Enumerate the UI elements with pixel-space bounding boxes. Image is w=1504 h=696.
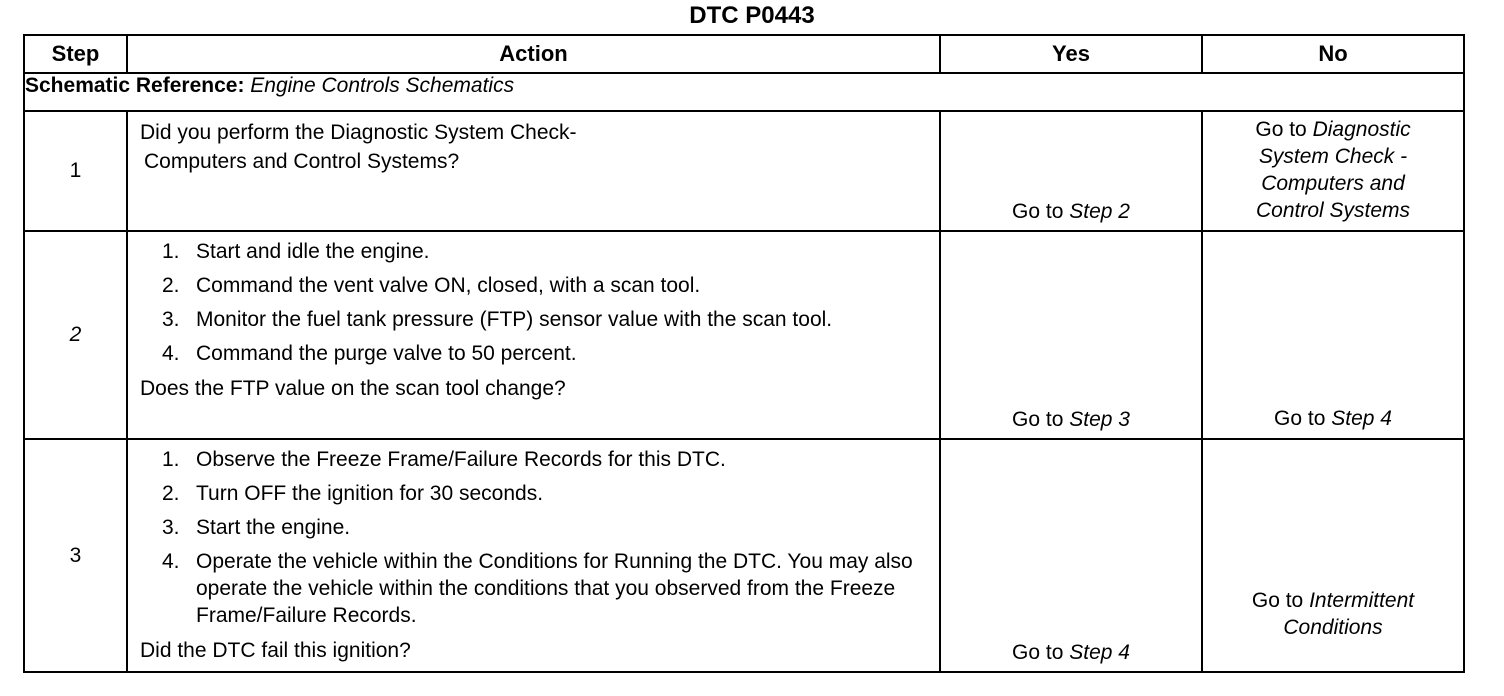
list-item: 2. Turn OFF the ignition for 30 seconds. [162, 482, 544, 505]
goto-link[interactable]: Step 2 [1069, 200, 1130, 223]
header-no: No [1202, 35, 1464, 73]
no-cell [1202, 111, 1464, 231]
action-cell [127, 111, 940, 231]
goto-link[interactable]: Intermittent [1309, 589, 1415, 612]
goto-prefix: Go to [1012, 408, 1064, 431]
list-item: 4. Command the purge valve to 50 percent. [162, 342, 577, 365]
step-number: 3 [24, 439, 127, 672]
header-yes: Yes [940, 35, 1202, 73]
header-action: Action [127, 35, 940, 73]
goto-prefix: Go to [1012, 200, 1064, 223]
question-text: Does the FTP value on the scan tool change? [140, 377, 566, 400]
yes-cell [940, 439, 1202, 672]
goto-link[interactable]: Step 4 [1331, 407, 1392, 430]
list-item: 3. Monitor the fuel tank pressure (FTP) sensor value with the scan tool. [162, 308, 833, 331]
list-item: 3. Start the engine. [162, 516, 351, 539]
schematic-reference-value: Engine Controls Schematics [250, 74, 515, 97]
question-text: Computers and Control Systems? [144, 150, 460, 173]
header-row [24, 35, 1464, 73]
schematic-reference-label: Schematic Reference: [25, 74, 245, 97]
goto-link[interactable]: Conditions [1283, 616, 1383, 639]
action-cell [127, 439, 940, 672]
table-row [24, 439, 1464, 672]
yes-cell [940, 111, 1202, 231]
goto-link[interactable]: Control Systems [1255, 199, 1411, 222]
list-item: 1. Start and idle the engine. [162, 240, 430, 263]
schematic-reference-row [24, 73, 1464, 111]
yes-cell [940, 231, 1202, 439]
step-number: 2 [24, 231, 127, 439]
goto-prefix: Go to [1012, 641, 1064, 664]
list-item: 1. Observe the Freeze Frame/Failure Records for this DTC. [162, 448, 726, 471]
list-item: 4. Operate the vehicle within the Conditions for Running the DTC. You may also operate the vehicle within the conditions that you observed from the Freeze Frame/Failure Records. [162, 550, 913, 627]
step-number: 1 [24, 111, 127, 231]
question-text: Did you perform the Diagnostic System Check- [140, 121, 577, 144]
no-cell [1202, 439, 1464, 672]
header-step: Step [24, 35, 127, 73]
goto-prefix: Go to [1274, 407, 1326, 430]
goto-link[interactable]: Diagnostic [1312, 118, 1411, 141]
goto-link[interactable]: Step 4 [1069, 641, 1130, 664]
no-cell [1202, 231, 1464, 439]
page-title: DTC P0443 [689, 2, 815, 29]
step-list [140, 238, 927, 367]
action-cell [127, 231, 940, 439]
diagnostic-table [23, 34, 1465, 673]
schematic-reference [24, 73, 1464, 111]
list-item: 2. Command the vent valve ON, closed, with a scan tool. [162, 274, 701, 297]
step-list [140, 446, 927, 629]
goto-prefix: Go to [1255, 118, 1307, 141]
goto-link[interactable]: Computers and [1261, 172, 1405, 195]
goto-link[interactable]: System Check - [1258, 145, 1408, 168]
question-text: Did the DTC fail this ignition? [140, 639, 411, 662]
goto-prefix: Go to [1251, 589, 1304, 612]
table-row [24, 111, 1464, 231]
goto-link[interactable]: Step 3 [1069, 408, 1130, 431]
table-row [24, 231, 1464, 439]
